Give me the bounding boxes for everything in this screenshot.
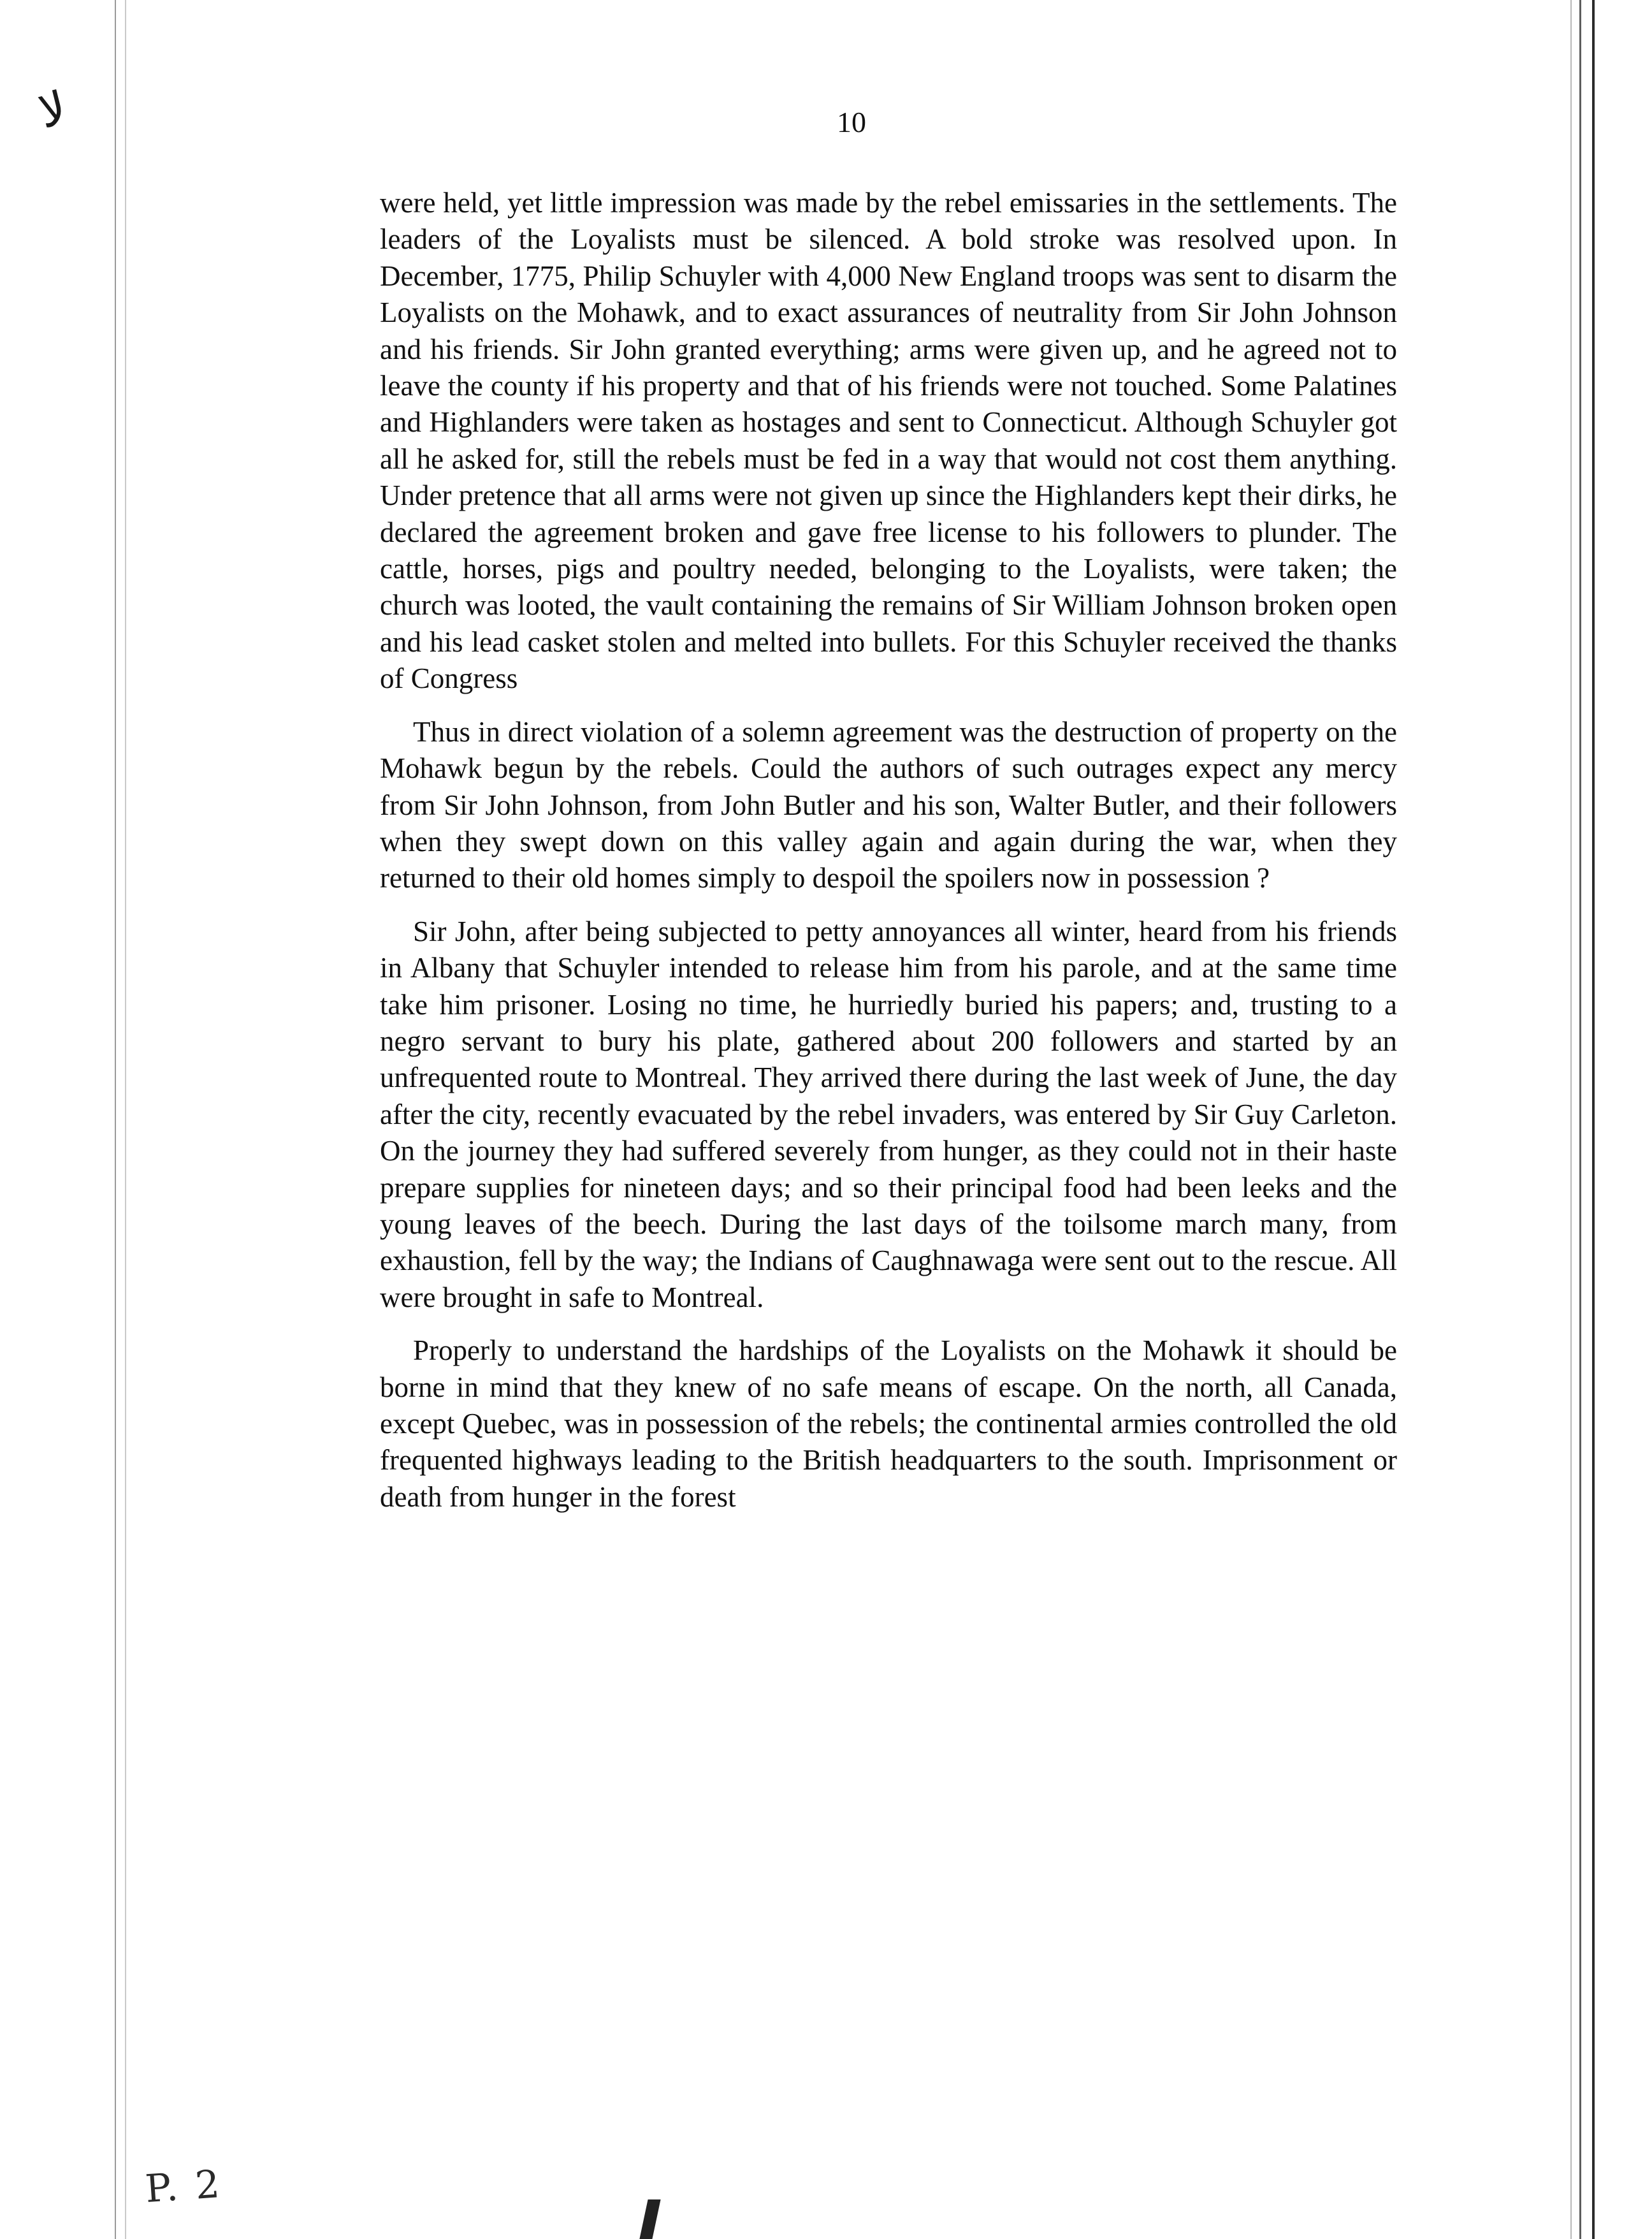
left-page-edge-line (115, 0, 116, 2239)
paragraph-4: Properly to understand the hardships of the Loyalists on the Mohawk it should be borne in mind that they knew of no safe means of escape. On the north, all Canada, except Quebec, was in possession of the rebels; the continental armies controlled the old frequented highways leading to the British headquarters to the south. Imprisonment or death from hunger in the forest (380, 1334, 1397, 1513)
page-number: 10 (837, 106, 866, 138)
paragraph-3: Sir John, after being subjected to petty annoyances all winter, heard from his friends in Albany that Schuyler intended to release him from his parole, and at the same time take him prisoner. Losing no time, he hurriedly buried his papers; and, trusting to a negro servant to bury his plate, gathered about 200 followers and started by an unfrequented route to Montreal. They arrived there during the last week of June, the day after the city, recently evacuated by the rebel invaders, was entered by Sir Guy Carleton. On the journey they had suffered severely from hunger, as they could not in their haste prepare supplies for nineteen days; and so their principal food had been leeks and the young leaves of the beech. During the last days of the toilsome march many, from exhaustion, fell by the way; the Indians of Caughnawaga were sent out to the rescue. All were brought in safe to Montreal. (380, 915, 1397, 1313)
left-page-edge-shadow (125, 0, 126, 2239)
right-page-edge-line (1579, 0, 1581, 2239)
handwritten-corner-mark: ﻻ (33, 80, 72, 139)
paragraph-1: were held, yet little impression was made by the rebel emissaries in the settlements. The leaders of the Loyalists must be silenced. A bold stroke was resolved upon. In December, 1775, Philip Schuyler with 4,000 New England troops was sent to disarm the Loyalists on the Mohawk, and to exact assurances of neutrality from Sir John Johnson and his friends. Sir John granted everything; arms were given up, and he agreed not to leave the county if his property and that of his friends were not touched. Some Palatines and Highlanders were taken as hostages and sent to Connecticut. Although Schuyler got all he asked for, still the rebels must be fed in a way that would not cost them anything. Under pretence that all arms were not given up since the Highlanders kept their dirks, he declared the agreement broken and gave free license to his followers to plunder. The cattle, horses, pigs and poultry needed, belonging to the Loyalists, were taken; the church was looted, the vault containing the remains of Sir William Johnson broken open and his lead casket stolen and melted into bullets. For this Schuyler received the thanks of Congress (380, 187, 1397, 695)
right-page-edge-shadow (1570, 0, 1572, 2239)
right-binding-edge (1592, 0, 1595, 2239)
body-text (380, 185, 1397, 1515)
paragraph-2: Thus in direct violation of a solemn agreement was the destruction of property on the Mohawk begun by the rebels. Could the authors of such outrages expect any mercy from Sir John Johnson, from John Butler and his son, Walter Butler, and their followers when they swept down on this valley again and again during the war, when they returned to their old homes simply to despoil the spoilers now in possession ? (380, 715, 1397, 894)
handwritten-page-reference: P. 2 (143, 2161, 224, 2212)
ink-smudge (639, 2199, 660, 2239)
